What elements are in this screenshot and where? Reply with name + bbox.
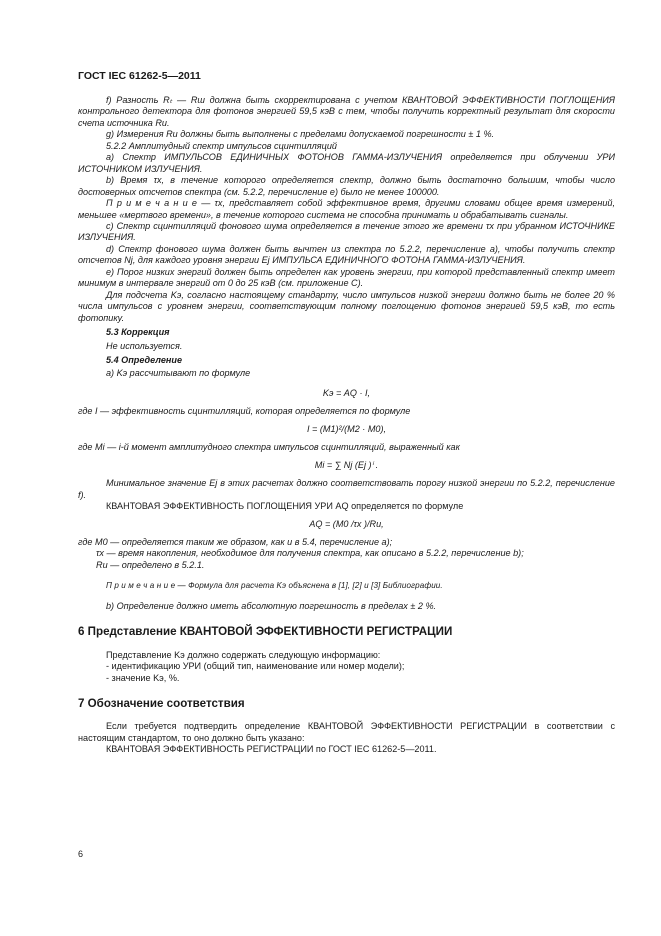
section-5-3-title: 5.3 Коррекция	[106, 327, 170, 338]
item-b-5-4: b) Определение должно иметь абсолютную погрешность в пределах ± 2 %.	[106, 600, 437, 611]
note-label: П р и м е ч а н и е	[106, 581, 176, 591]
section-5-3-text: Не используется.	[106, 340, 183, 351]
item-f: f) Разность Rₜ — Rш должна быть скорректирована с учетом КВАНТОВОЙ ЭФФЕКТИВНОСТИ ПОГЛОЩЕНИЯ контрольного детектора для фотонов энергией 59,5 кэВ с тем, чтобы получить корректный результат для скорости счета источника Rи.	[78, 95, 615, 128]
note-1	[78, 198, 615, 221]
formula-kq: Kэ = AQ · I,	[322, 387, 371, 398]
note-text: — τx, представляет собой эффективное время, другими словами общее время измерений, меньшее «мертвого времени», в течение которого система не способна принимать и обрабатывать сигналы.	[78, 198, 616, 220]
where-r: Rи — определено в 5.2.1.	[96, 559, 205, 570]
item-e: e) Порог низких энергий должен быть определен как уровень энергии, при которой представленный спектр имеет минимум в интервале энергий от 0 до 25 кэВ (см. приложение С).	[78, 266, 615, 289]
section-5-4-title: 5.4 Определение	[106, 354, 183, 365]
page-body	[78, 95, 615, 756]
note-2	[78, 580, 615, 591]
note-label: П р и м е ч а н и е	[106, 198, 197, 209]
section-6-heading: 6 Представление КВАНТОВОЙ ЭФФЕКТИВНОСТИ РЕГИСТРАЦИИ	[78, 625, 453, 639]
kq-paragraph: Для подсчета Kэ, согласно настоящему стандарту, число импульсов низкой энергии должно быть не более 20 % числа импульсов с уровнем энергии, соответствующим полному поглощению фотонов энергией 59,5 кэВ, то есть фотопику.	[78, 289, 615, 323]
section-6-list-item: - идентификацию УРИ (общий тип, наименование или номер модели);	[106, 661, 405, 672]
where-mi: где Mi — i-й момент амплитудного спектра импульсов сцинтилляций, выраженный как	[78, 442, 460, 453]
page-number: 6	[78, 849, 84, 859]
item-b: b) Время τx, в течение которого определяется спектр, должно быть достаточно большим, чтобы число достоверных отсчетов спектра (см. 5.2.2, перечисление e) было не менее 100000.	[78, 175, 615, 197]
note-text: — Формула для расчета Kэ объяснена в [1], [2] и [3] Библиографии.	[175, 581, 443, 591]
section-6-list-item: - значение Kэ, %.	[106, 672, 180, 683]
section-6-intro: Представление Kэ должно содержать следующую информацию:	[106, 649, 381, 660]
where-i: где I — эффективность сцинтилляций, которая определяется по формуле	[78, 406, 411, 417]
item-a: a) Спектр ИМПУЛЬСОВ ЕДИНИЧНЫХ ФОТОНОВ ГАММА-ИЗЛУЧЕНИЯ определяется при облучении УРИ ИСТОЧНИКОМ ИЗЛУЧЕНИЯ.	[78, 152, 615, 174]
formula-mi: Mi = ∑ Nj (Ej )ⁱ .	[314, 459, 379, 470]
minimum-energy-note: Минимальное значение Ej в этих расчетах должно соответствовать порогу низкой энергии по 5.2.2, перечисление f).	[78, 478, 615, 500]
section-7-heading: 7 Обозначение соответствия	[78, 697, 245, 711]
where-m0: где M0 — определяется таким же образом, как и в 5.4, перечисление a);	[78, 536, 393, 547]
item-a-5-4: a) Kэ рассчитывают по формуле	[106, 368, 251, 379]
running-header: ГОСТ IEC 61262-5—2011	[78, 70, 201, 82]
aq-paragraph: КВАНТОВАЯ ЭФФЕКТИВНОСТЬ ПОГЛОЩЕНИЯ УРИ AQ определяется по формуле	[106, 501, 464, 512]
item-g: g) Измерения Rи должны быть выполнены с пределами допускаемой погрешности ± 1 %.	[106, 129, 495, 140]
item-d: d) Спектр фонового шума должен быть вычтен из спектра по 5.2.2, перечисление a), чтобы получить спектр отсчетов Nj, для каждого уровня энергии Ej ИМПУЛЬСА ЕДИНИЧНОГО ФОТОНА ГАММА-ИЗЛУЧЕНИЯ.	[78, 243, 615, 266]
subsection-5-2-2: 5.2.2 Амплитудный спектр импульсов сцинтилляций	[106, 140, 337, 151]
section-7-marking: КВАНТОВАЯ ЭФФЕКТИВНОСТЬ РЕГИСТРАЦИИ по ГОСТ IEC 61262-5—2011.	[106, 744, 437, 755]
item-c: c) Спектр сцинтилляций фонового шума определяется в течение этого же времени τx при убранном ИСТОЧНИКЕ ИЗЛУЧЕНИЯ.	[78, 220, 615, 243]
where-tau: τx — время накопления, необходимое для получения спектра, как описано в 5.2.2, перечисление b);	[96, 548, 524, 559]
formula-i: I = (M1)²/(M2 · M0),	[306, 423, 387, 434]
formula-aq: AQ = (M0 /τx )/Rи,	[309, 518, 384, 529]
section-7-text: Если требуется подтвердить определение КВАНТОВОЙ ЭФФЕКТИВНОСТИ РЕГИСТРАЦИИ в соответствии с настоящим стандартом, то оно должно быть указано:	[78, 721, 615, 743]
